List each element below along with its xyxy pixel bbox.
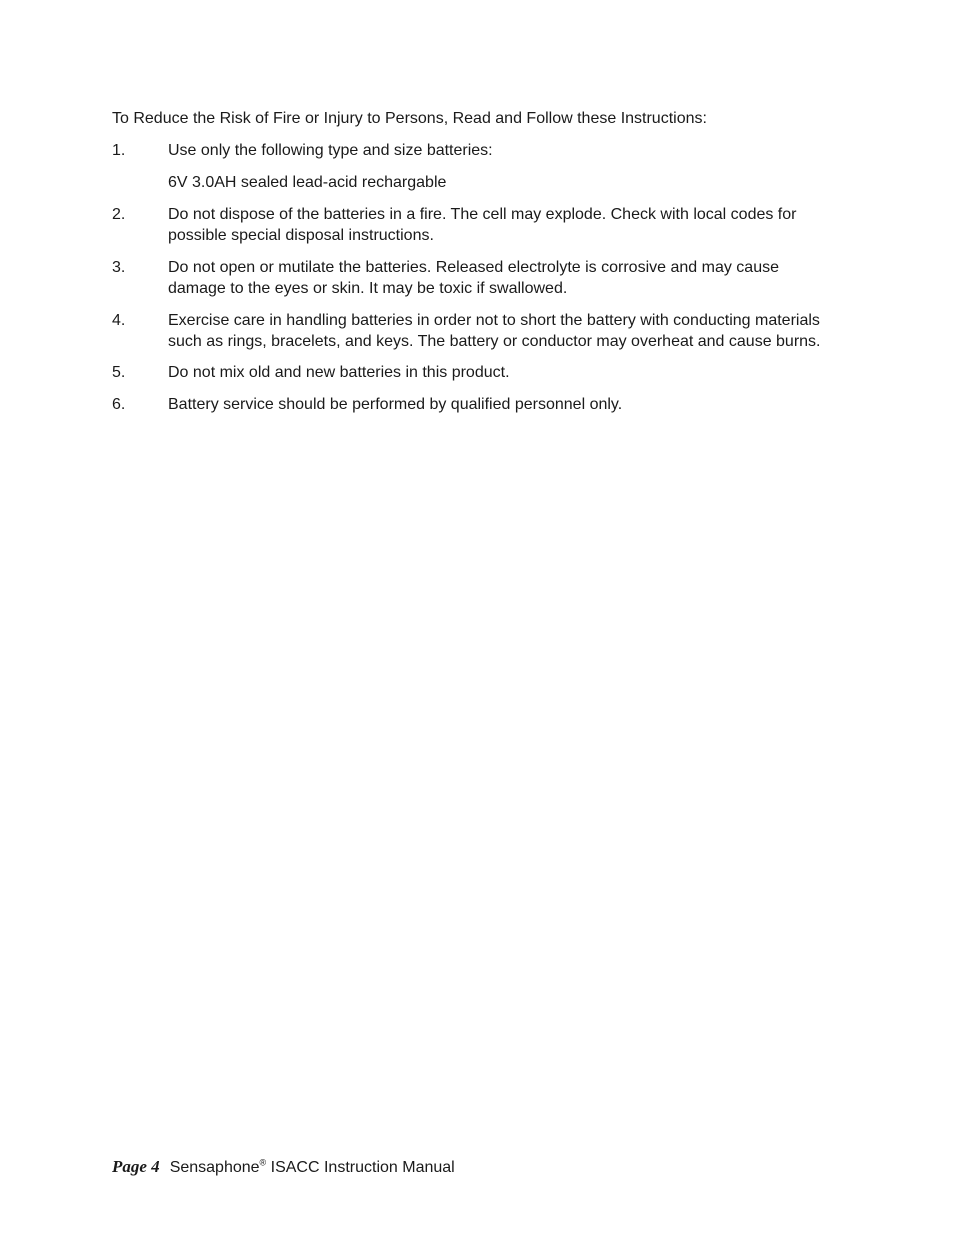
item-text: Use only the following type and size batteries: [168,142,493,159]
manual-title: ISACC Instruction Manual [266,1159,455,1176]
item-text: Do not open or mutilate the batteries. Released electrolyte is corrosive and may cause damage to the eyes or skin. It may be toxic if swallowed. [168,259,779,297]
item-text: Battery service should be performed by qualified personnel only. [168,396,623,413]
list-item [112,362,822,383]
instruction-list [112,140,822,415]
list-item [112,204,822,246]
battery-spec: 6V 3.0AH sealed lead-acid rechargable [168,174,447,191]
list-item [112,310,822,352]
item-text: Exercise care in handling batteries in order not to short the battery with conducting materials such as rings, bracelets, and keys. The battery or conductor may overheat and cause burns. [168,312,821,350]
item-number: 2. [112,206,126,223]
item-number: 6. [112,396,126,413]
item-number: 3. [112,259,126,276]
list-item [112,140,822,193]
item-number: 5. [112,364,126,381]
list-item [112,257,822,299]
registered-mark: ® [259,1157,267,1168]
page-number: Page 4 [112,1157,160,1176]
intro-heading: To Reduce the Risk of Fire or Injury to Persons, Read and Follow these Instructions: [112,110,707,127]
page-footer [112,1156,455,1178]
item-number: 4. [112,312,126,329]
list-item [112,394,822,415]
item-text: Do not mix old and new batteries in this product. [168,364,510,381]
item-number: 1. [112,142,126,159]
item-text: Do not dispose of the batteries in a fire. The cell may explode. Check with local codes for possible special disposal instructions. [168,206,797,244]
brand-name: Sensaphone [169,1159,260,1176]
